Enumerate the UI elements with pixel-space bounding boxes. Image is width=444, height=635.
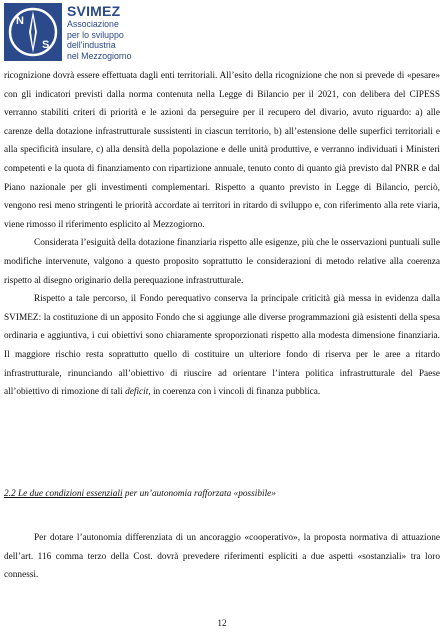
paragraph-2: Considerata l’esiguità della dotazione finanziaria rispetto alle esigenze, più che le osservazioni puntuali sulle modifiche intervenute, valgono a questo proposito soprattutto le considerazioni di metodo relative alla coerenza rispetto al disegno originario della perequazione infrastrutturale.	[4, 238, 440, 286]
document-header	[4, 3, 164, 63]
brand-name: SVIMEZ	[67, 3, 121, 19]
section-heading-title: per un’autonomia rafforzata «possibile»	[122, 489, 276, 499]
brand-tagline: Associazione per lo sviluppo dell'industria nel Mezzogiorno	[67, 19, 132, 61]
paragraph-3	[4, 290, 440, 402]
paragraph-4: Per dotare l’autonomia differenziata di un ancoraggio «cooperativo», la proposta normativa di attuazione dell’art. 116 comma terzo della Cost. dovrà prevedere riferimenti espliciti a due aspetti «sostanziali» tra loro connessi.	[4, 533, 440, 581]
paragraph-3-text: Rispetto a tale percorso, il Fondo perequativo conserva la principale criticità già messa in evidenza dalla SVIMEZ: la costituzione di un apposito Fondo che si aggiunge alle diverse programmazioni già esistenti della spesa ordinaria e aggiuntiva, i cui obiettivi sono chiaramente sproporzionati rispetto alla modesta dimensione finanziaria. Il maggiore rischio resta soprattutto quello di costituire un ulteriore fondo di riserva per le aree a ritardo infrastrutturale, rinunciando all’obiettivo di riuscire ad orientare l’intera politica infrastrutturale del Paese all’obiettivo di rimozione di tali	[4, 294, 440, 398]
section-heading	[4, 485, 440, 503]
logo-letter-n: N	[16, 15, 24, 27]
logo-wordmark	[67, 4, 177, 61]
section-heading-number: 2.2 Le due condizioni essenziali	[4, 489, 123, 499]
compass-rose-icon	[4, 3, 62, 61]
logo-letter-s: S	[42, 39, 50, 51]
paragraph-3-emphasis: deficit	[125, 387, 149, 398]
body-text	[4, 67, 440, 402]
paragraph-1: ricognizione dovrà essere effettuata dagli enti territoriali. All’esito della ricognizione che non si prevede di «pesare» con gli indicatori previsti dalla norma contenuta nella Legge di Bilancio per il 2021, con delibera del CIPESS verranno stabiliti criteri di priorità e le azioni da perseguire per il recupero del divario, avuto riguardo: a) alle carenze della dotazione infrastrutturale sussistenti in ciascun territorio, b) all’estensione delle superfici territoriali e alla specificità insulare, c) alla densità della popolazione e delle unità produttive, e verranno individuati i Ministeri competenti e la quota di finanziamento con ripartizione annuale, tenuto conto di quanto già previsto dal PNRR e dal Piano nazionale per gli investimenti complementari. Rispetto a quanto previsto in Legge di Bilancio, perciò, vengono resi meno stringenti le priorità accordate ai territori in ritardo di sviluppo e, con riferimento alla rete viaria, viene rimosso il riferimento esplicito al Mezzogiorno.	[4, 71, 440, 230]
paragraph-3-end: , in coerenza con i vincoli di finanza pubblica.	[148, 387, 321, 398]
page-number: 12	[217, 619, 227, 629]
